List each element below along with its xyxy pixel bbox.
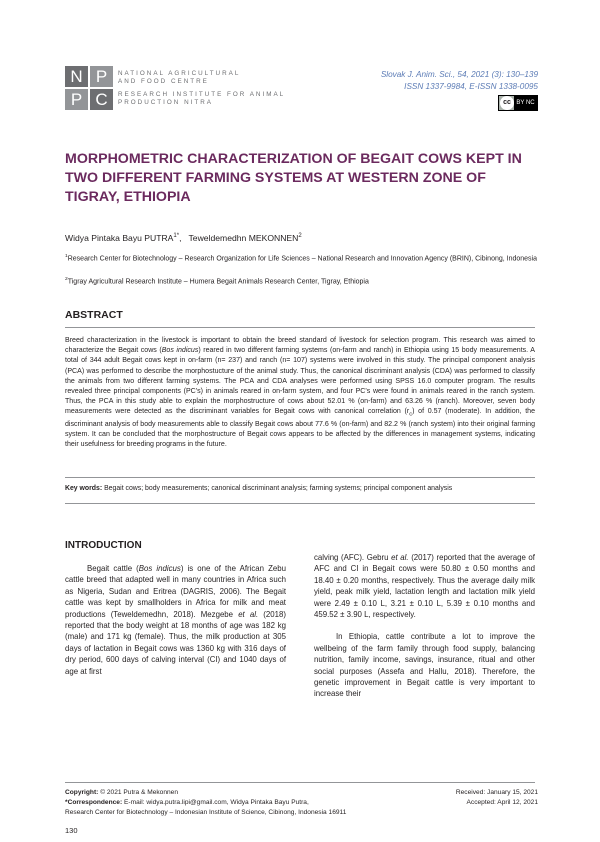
cc-license-badge[interactable]: [498, 95, 538, 111]
logo-cell-p1: P: [90, 66, 113, 87]
intro-p1-text-c: (2018) reported that the body weight at 18 months of age was 182 kg (male) and 171 kg (female). Thus, the milk production at 305 days of lactation in Begait cows was 1360 kg with 316 days of dry period, 600 days of calving interval (CI) and 1040 days of age at first: [65, 609, 286, 676]
keywords-text: Begait cows; body measurements; canonical discriminant analysis; farming systems; principal component analysis: [104, 485, 453, 492]
copyright-text: © 2021 Putra & Mekonnen: [100, 789, 178, 796]
logo-cell-p2: P: [65, 89, 88, 110]
abstract-text-1: Breed characterization in the livestock is important to obtain the breed standard of livestock for selection program. This research was aimed to characterize the Begait cows (: [65, 337, 535, 355]
abstract-heading: ABSTRACT: [65, 309, 123, 321]
intro-left-column: [65, 563, 286, 677]
keywords-divider: [65, 503, 535, 504]
affiliation-2: [65, 275, 540, 287]
journal-citation: Slovak J. Anim. Sci., 54, 2021 (3): 130–139: [380, 70, 538, 79]
affiliation-2-text: Tigray Agricultural Research Institute – Humera Begait Animals Research Center, Tigray, Ethiopia: [67, 278, 369, 286]
logo-line-1: NATIONAL AGRICULTURAL: [118, 70, 241, 77]
logo-line-4: PRODUCTION NITRA: [118, 99, 213, 106]
intro-r-text-a: calving (AFC). Gebru: [314, 553, 389, 562]
intro-r-etal: et al.: [391, 553, 409, 562]
intro-p1-etal: et al.: [238, 609, 259, 619]
journal-issn: ISSN 1337-9984, E-ISSN 1338-0095: [404, 82, 538, 91]
logo-cell-c: C: [90, 89, 113, 110]
article-title: MORPHOMETRIC CHARACTERIZATION OF BEGAIT COWS KEPT IN TWO DIFFERENT FARMING SYSTEMS AT WESTERN ZONE OF TIGRAY, ETHIOPIA: [65, 151, 522, 205]
cc-icon: cc: [500, 96, 514, 110]
intro-paragraph-1: [65, 563, 286, 677]
abstract-text-2: ) reared in two different farming systems (on-farm and ranch) in Ethiopia using 15 body measurements. A total of 344 adult Begait cows kept in on-farm (n= 237) and ranch (n= 107) systems were involved in this study. The principal component analysis (PCA) was performed to describe the morphostucture of the animal study. Thus, the canonical discriminant analysis (CDA) was performed to classify the animals from two different farming systems. The PCA and CDA analyses were performed using SPSS 16.0 computer program. The results revealed three principal components (PC's) in animals reared in on-farm system, and four PC's were found in animals reared in the ranch system. Thus, the PCA in this study able to explain the morphostructure of cows about 52.01 % (on-farm) and 63.26 % (ranch). Moreover, seven body measurements were detected as the discriminant variables for Begait cows with canonical correlation (r: [65, 347, 535, 416]
correspondence-email: E-mail: widya.putra.lipi@gmail.com, Widya Pintaka Bayu Putra,: [124, 799, 309, 806]
affiliation-1: [65, 252, 540, 264]
author-1: Widya Pintaka Bayu PUTRA: [65, 233, 174, 243]
cc-by-nc-label: BY NC: [514, 96, 537, 110]
author-1-sup: 1*: [173, 233, 180, 240]
accepted-date: Accepted: April 12, 2021: [466, 799, 538, 806]
keywords: [65, 484, 535, 494]
intro-right-column: [314, 552, 535, 700]
logo-cell-n: N: [65, 66, 88, 87]
keywords-label: Key words:: [65, 485, 103, 492]
correspondence-line: [65, 798, 346, 808]
abstract-bottom-divider: [65, 477, 535, 478]
correspondence-address: Research Center for Biotechnology – Indonesian Institute of Science, Cibinong, Indonesia 16911: [65, 809, 347, 816]
affiliation-2-sup: 2: [65, 277, 68, 282]
copyright-line: [65, 788, 346, 798]
footer-notes: [65, 788, 346, 818]
copyright-label: Copyright:: [65, 789, 99, 796]
abstract-body: [65, 336, 535, 451]
abstract-text-3: ) of 0.57 (moderate). In addition, the discriminant analysis of body measurements able to classify Begait cows about 77.6 % (on-farm) and 82.2 % (ranch system) into their original farming system. It can be concluded that the morphostructure of Begait cows appears to be affected by the differences in management systems, indicating their usefulness for breeding programs in the future.: [65, 408, 535, 449]
affiliation-1-sup: 1: [65, 254, 68, 259]
intro-p1-species: Bos indicus: [138, 564, 181, 573]
abstract-species: Bos indicus: [161, 347, 199, 355]
intro-p1-text-a: Begait cattle (: [87, 564, 139, 573]
abstract-top-divider: [65, 327, 535, 328]
abstract-subscript: c: [409, 411, 413, 418]
intro-paragraph-2: In Ethiopia, cattle contribute a lot to improve the wellbeing of the farm family through food supply, balancing nutrition, family income, savings, insurance, ritual and other social purposes (Assefa and Hallu, 2018). Therefore, the genetic improvement in Begait cattle is very important to increase their: [314, 632, 535, 699]
author-list: Widya Pintaka Bayu $PUTRA^{1*}$, Teweldemedhn MEKONNEN$^2$: [65, 233, 302, 243]
institute-logo: [65, 66, 113, 110]
author-2-sup: 2: [298, 233, 302, 240]
affiliation-1-text: Research Center for Biotechnology – Research Organization for Life Sciences – National Research and Innovation Agency (BRIN), Cibinong, Indonesia: [67, 255, 537, 263]
correspondence-label: *Correspondence:: [65, 799, 123, 806]
author-2: Teweldemedhn MEKONNEN: [188, 233, 299, 243]
intro-paragraph-1-cont: [314, 552, 535, 620]
logo-line-3: RESEARCH INSTITUTE FOR ANIMAL: [118, 91, 286, 98]
journal-reference: [381, 69, 538, 93]
introduction-heading: INTRODUCTION: [65, 540, 142, 551]
intro-r-text-b: (2017) reported that the average of AFC and CI in Begait cows were 50.80 ± 0.50 months and 18.40 ± 0.20 months, respectively. Thus the average daily milk yield, peak milk yield, lactation length and lactation milk yield were 2.49 ± 0.10 L, 3.21 ± 0.10 L, 5.39 ± 0.10 months and 459.52 ± 3.90 L, respectively.: [314, 553, 535, 620]
article-dates: [456, 788, 538, 808]
received-date: Received: January 15, 2021: [455, 789, 538, 796]
footer-divider: [65, 782, 535, 783]
logo-institute-name: [118, 70, 240, 86]
page-number: 130: [65, 826, 78, 835]
intro-p1-text-b: ) is one of the African Zebu cattle breed that adapted well in many countries in Africa such as Nigeria, Sudan and Eritrea (DAGRIS, 2006). The Begait cattle was kept by smallholders in Africa for milk and meat productions (Teweldemedhn, 2018). Mezgebe: [65, 564, 286, 619]
logo-subinstitute-name: [118, 91, 285, 107]
logo-line-2: AND FOOD CENTRE: [118, 78, 209, 85]
